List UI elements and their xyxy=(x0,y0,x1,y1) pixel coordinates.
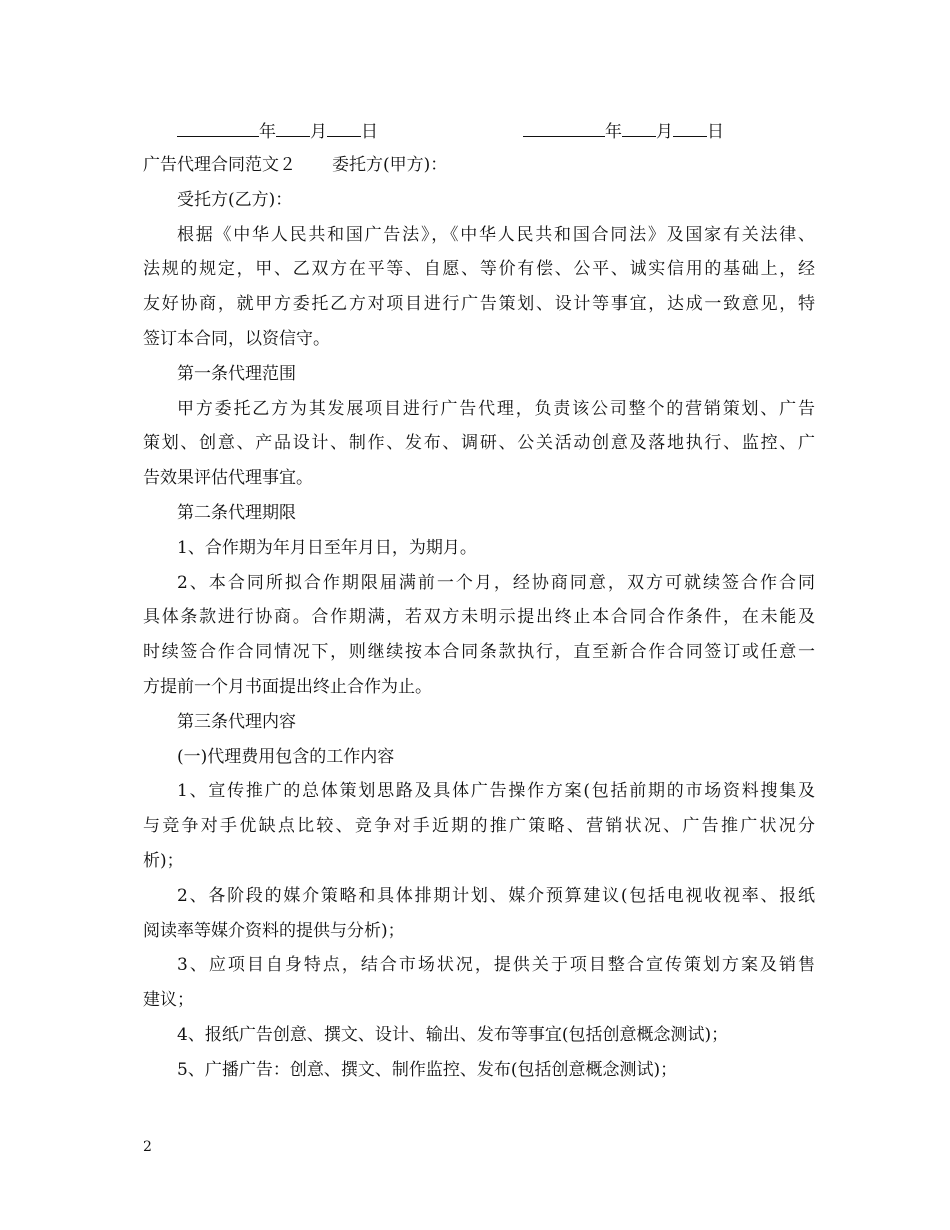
year-label: 年 xyxy=(259,122,276,142)
day-label: 日 xyxy=(707,122,724,142)
text-line: 1、合作期为年月日至年月日，为期月。 xyxy=(177,537,477,558)
text-line: 与竞争对手优缺点比较、竞争对手近期的推广策略、营销状况、广告推广状况分 xyxy=(143,816,815,837)
text-line: 阅读率等媒介资料的提供与分析)； xyxy=(143,920,405,941)
text-line: 第二条代理期限 xyxy=(177,502,296,523)
text-line: 方提前一个月书面提出终止合作为止。 xyxy=(143,676,432,697)
day-blank xyxy=(673,120,707,137)
text-line: 2、各阶段的媒介策略和具体排期计划、媒介预算建议(包括电视收视率、报纸 xyxy=(177,885,815,906)
text-line: 第三条代理内容 xyxy=(177,711,296,732)
paragraph-lines xyxy=(143,183,815,1088)
month-label: 月 xyxy=(310,122,327,142)
text-line: 建议； xyxy=(143,990,194,1011)
client-party-label: 委托方(甲方)： xyxy=(332,155,448,175)
text-line: (一)代理费用包含的工作内容 xyxy=(177,746,395,767)
text-line: 策划、创意、产品设计、制作、发布、调研、公关活动创意及落地执行、监控、广 xyxy=(143,433,815,454)
signature-date-left xyxy=(177,120,378,143)
text-line: 甲方委托乙方为其发展项目进行广告代理，负责该公司整个的营销策划、广告 xyxy=(177,398,815,419)
day-blank xyxy=(327,120,361,137)
day-label: 日 xyxy=(361,122,378,142)
contract-heading xyxy=(143,148,815,183)
text-line: 5、广播广告：创意、撰文、制作监控、发布(包括创意概念测试)； xyxy=(177,1059,678,1080)
text-line: 受托方(乙方)： xyxy=(177,189,293,210)
text-line: 告效果评估代理事宜。 xyxy=(143,468,313,489)
text-line: 第一条代理范围 xyxy=(177,363,296,384)
month-blank xyxy=(622,120,656,137)
text-line: 1、宣传推广的总体策划思路及具体广告操作方案(包括前期的市场资料搜集及 xyxy=(177,781,815,802)
text-line: 法规的规定，甲、乙双方在平等、自愿、等价有偿、公平、诚实信用的基础上，经 xyxy=(143,259,815,280)
month-label: 月 xyxy=(656,122,673,142)
contract-title: 广告代理合同范文２ xyxy=(143,155,296,175)
text-line: 签订本合同，以资信守。 xyxy=(143,328,330,349)
text-line: 友好协商，就甲方委托乙方对项目进行广告策划、设计等事宜，达成一致意见，特 xyxy=(143,294,815,315)
text-line: 具体条款进行协商。合作期满，若双方未明示提出终止本合同合作条件，在未能及 xyxy=(143,607,815,628)
signature-date-right xyxy=(523,120,724,143)
year-blank xyxy=(177,120,259,137)
text-line: 析)； xyxy=(143,850,184,871)
contract-body xyxy=(143,148,815,1088)
text-line: 4、报纸广告创意、撰文、设计、输出、发布等事宜(包括创意概念测试)； xyxy=(177,1024,729,1045)
text-line: 2、本合同所拟合作期限届满前一个月，经协商同意，双方可就续签合作合同 xyxy=(177,572,815,593)
year-blank xyxy=(523,120,605,137)
page-number: 2 xyxy=(143,1139,152,1155)
text-line: 时续签合作合同情况下，则继续按本合同条款执行，直至新合作合同签订或任意一 xyxy=(143,642,815,663)
year-label: 年 xyxy=(605,122,622,142)
text-line: 3、应项目自身特点，结合市场状况，提供关于项目整合宣传策划方案及销售 xyxy=(177,955,815,976)
month-blank xyxy=(276,120,310,137)
text-line: 根据《中华人民共和国广告法》，《中华人民共和国合同法》及国家有关法律、 xyxy=(177,224,815,245)
